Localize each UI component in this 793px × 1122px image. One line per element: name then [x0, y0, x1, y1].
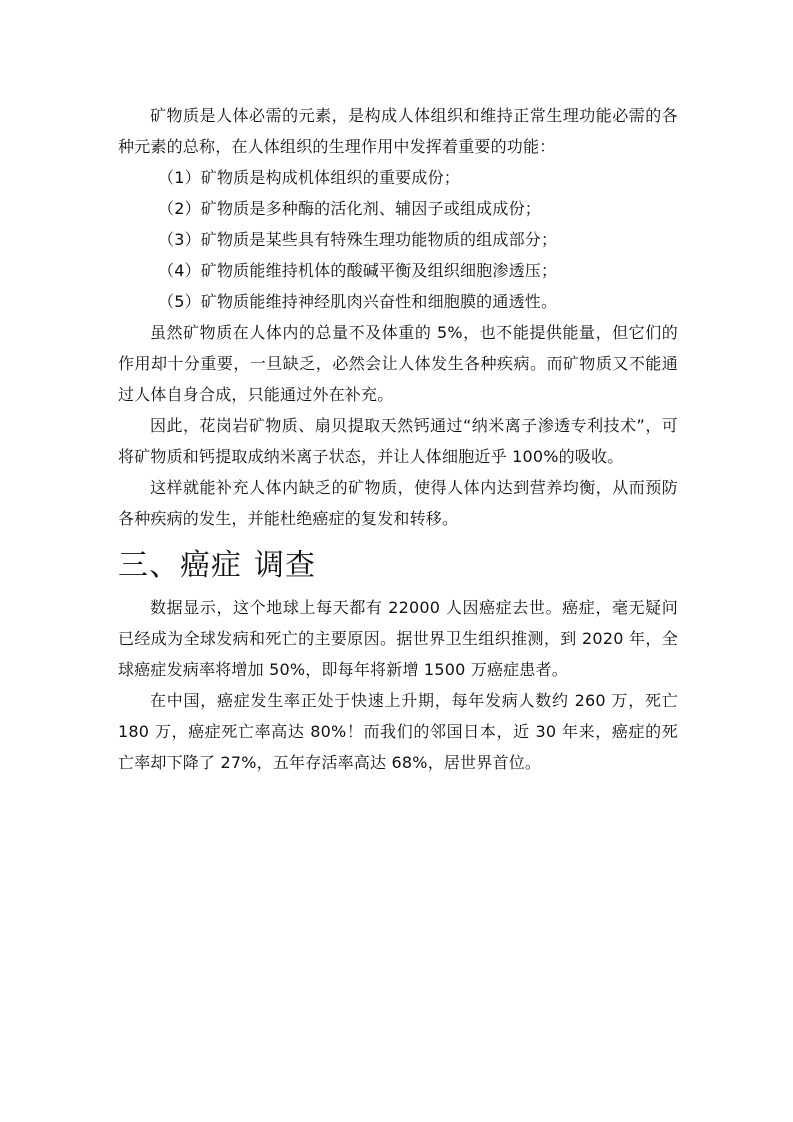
intro-paragraph: 矿物质是人体必需的元素，是构成人体组织和维持正常生理功能必需的各种元素的总称，在人体组织的生理作用中发挥着重要的功能： — [118, 106, 678, 156]
section-heading — [118, 546, 678, 586]
body-paragraph: 虽然矿物质在人体内的总量不及体重的 5%，也不能提供能量，但它们的作用却十分重要，一旦缺乏，必然会让人体发生各种疾病。而矿物质又不能通过人体自身合成，只能通过外在补充。 — [118, 323, 678, 404]
list-item: （3）矿物质是某些具有特殊生理功能物质的组成部分； — [158, 230, 558, 249]
section-heading-part1: 三、癌症 — [118, 548, 242, 583]
list-item: （2）矿物质是多种酶的活化剂、辅因子或组成成份； — [158, 199, 541, 218]
body-paragraph: 在中国，癌症发生率正处于快速上升期，每年发病人数约 260 万，死亡 180 万，癌症死亡率高达 80%！而我们的邻国日本，近 30 年来，癌症的死亡率却下降了 27%，五年存活率高达 68%，居世界首位。 — [118, 691, 678, 772]
body-paragraph: 这样就能补充人体内缺乏的矿物质，使得人体内达到营养均衡，从而预防各种疾病的发生，并能杜绝癌症的复发和转移。 — [118, 478, 678, 528]
functions-list — [118, 162, 678, 317]
list-item: （5）矿物质能维持神经肌肉兴奋性和细胞膜的通透性。 — [158, 292, 558, 311]
list-item: （1）矿物质是构成机体组织的重要成份； — [158, 168, 460, 187]
document-page — [118, 100, 678, 778]
body-paragraph: 因此，花岗岩矿物质、扇贝提取天然钙通过“纳米离子渗透专利技术”，可将矿物质和钙提取成纳米离子状态，并让人体细胞近乎 100%的吸收。 — [118, 416, 678, 466]
body-paragraph: 数据显示，这个地球上每天都有 22000 人因癌症去世。癌症，毫无疑问已经成为全球发病和死亡的主要原因。据世界卫生组织推测，到 2020 年，全球癌症发病率将增加 50%，即每年将新增 1500 万癌症患者。 — [118, 598, 678, 679]
list-item: （4）矿物质能维持机体的酸碱平衡及组织细胞渗透压； — [158, 261, 558, 280]
section-heading-part2: 调查 — [254, 548, 316, 583]
